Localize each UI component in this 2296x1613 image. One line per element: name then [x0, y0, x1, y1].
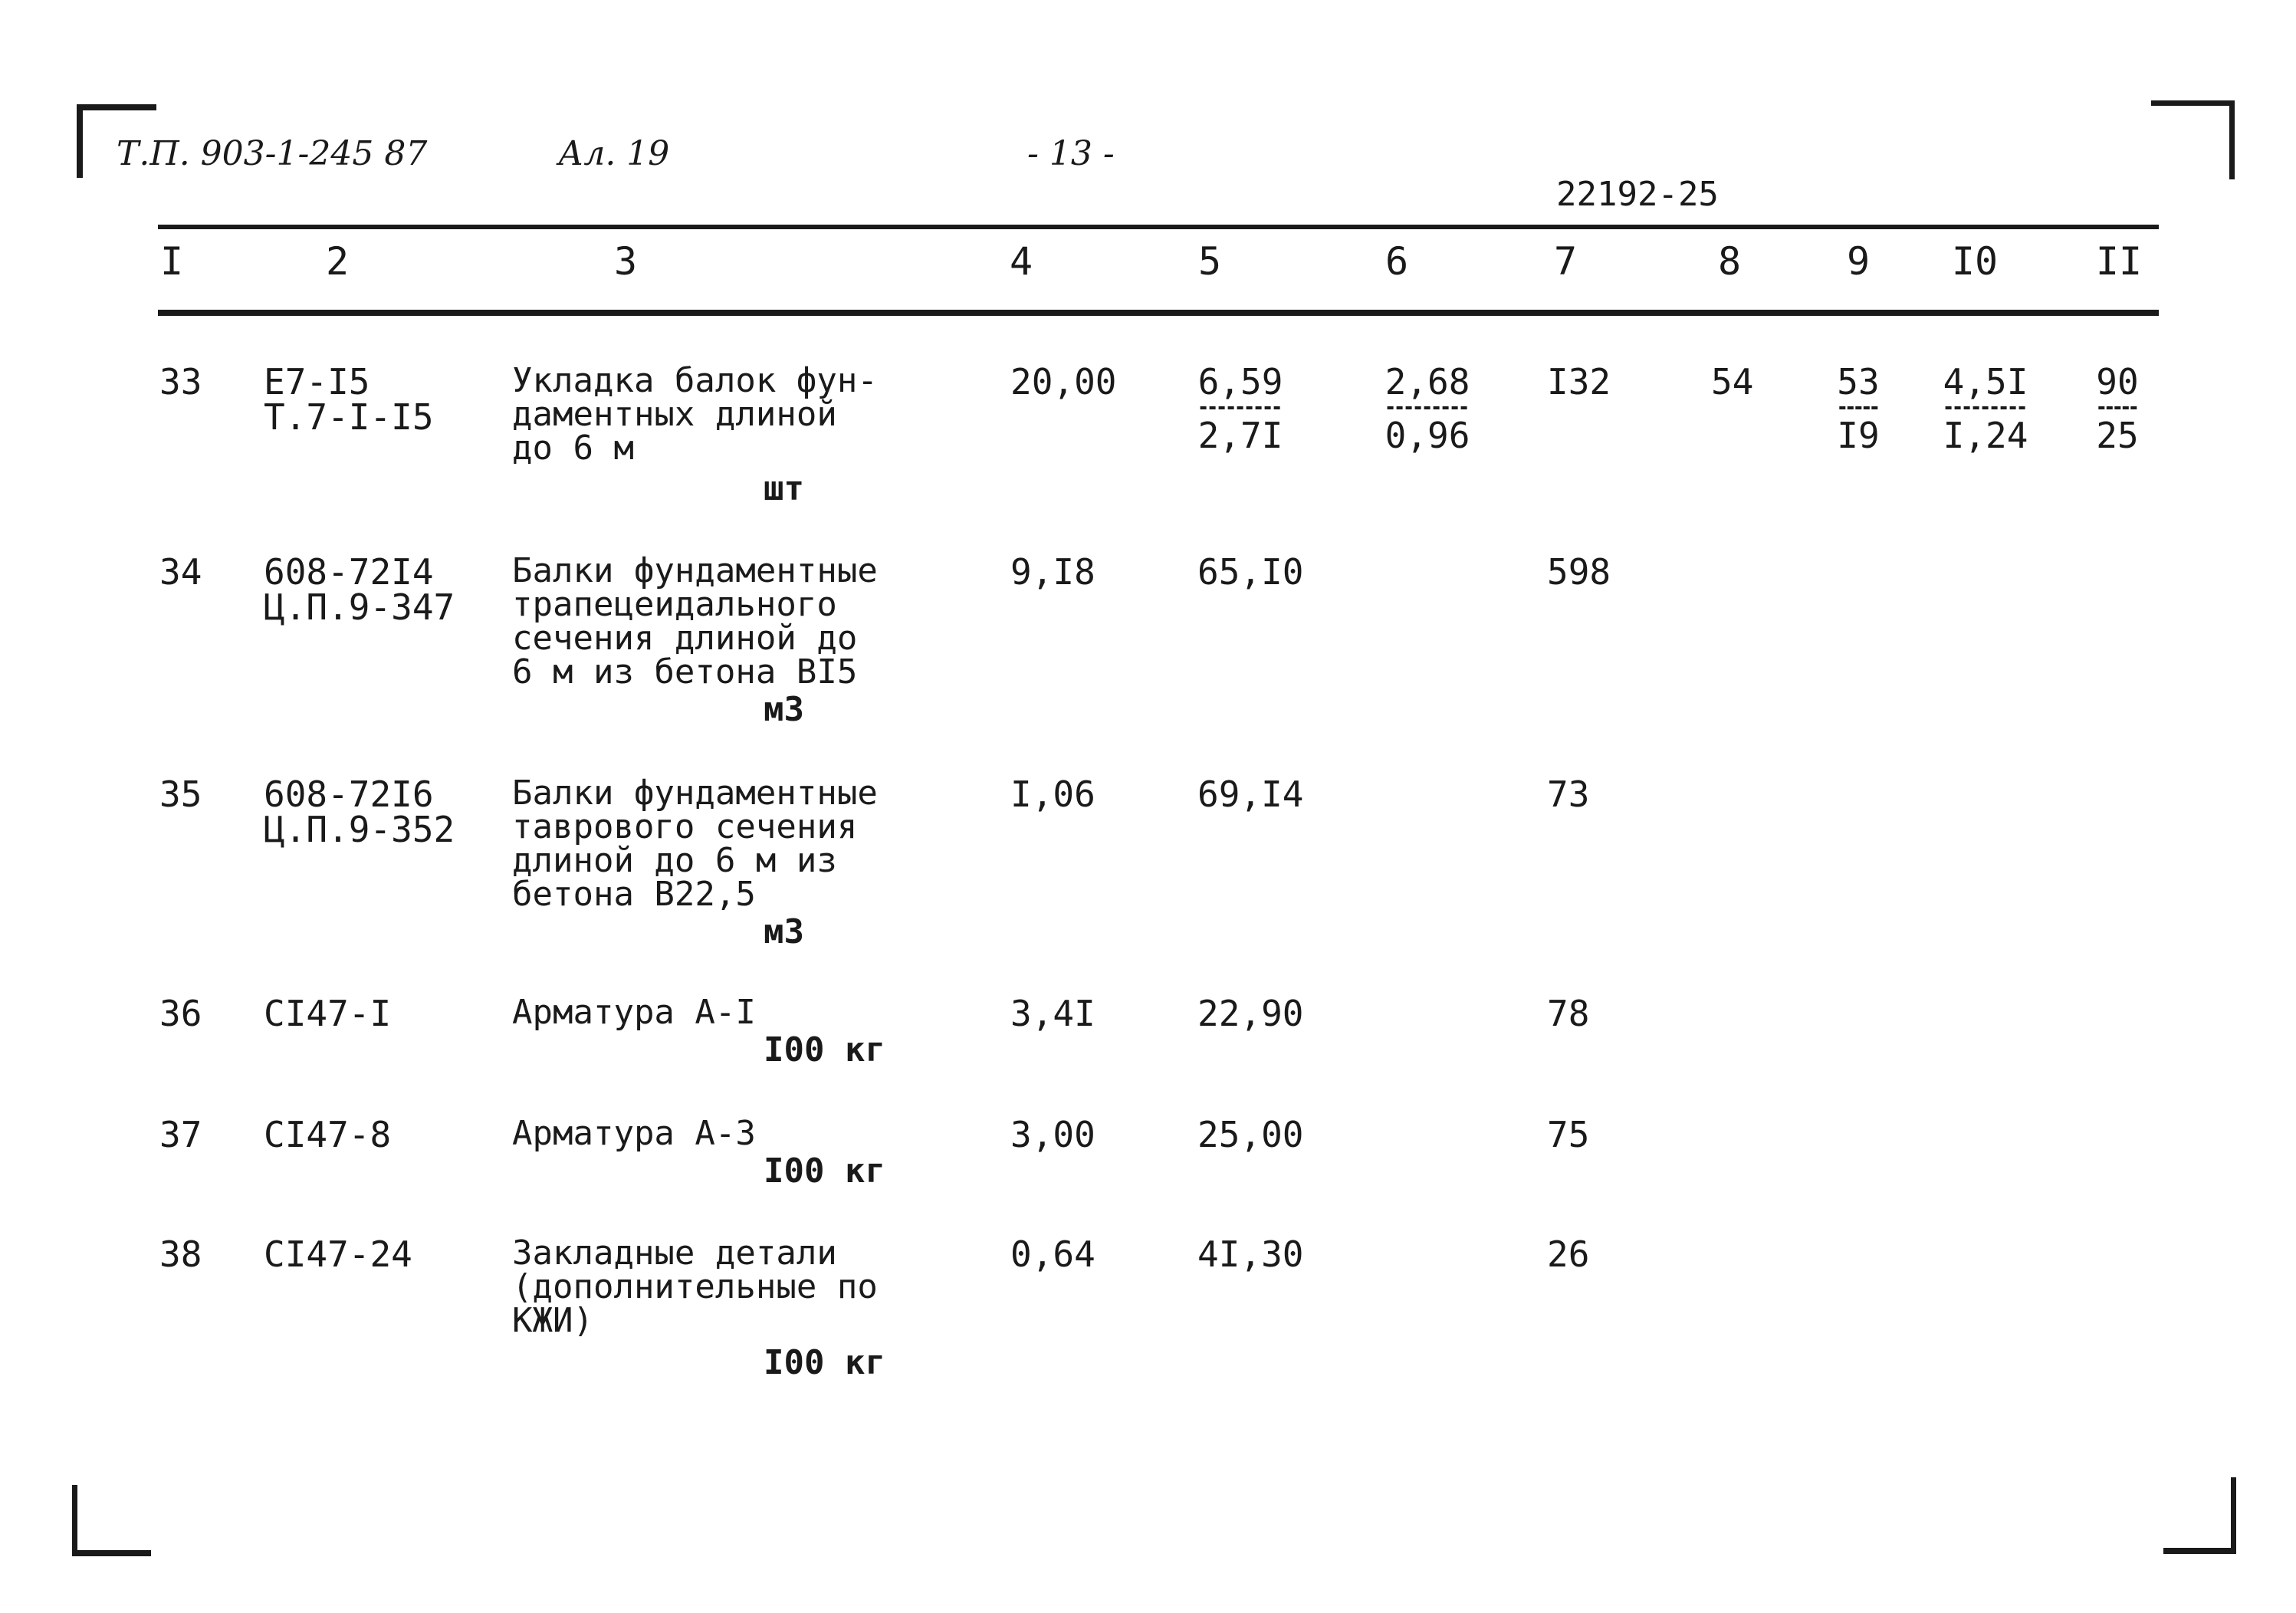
fraction-divider — [1388, 406, 1467, 409]
frame-corner-bottom-left — [72, 1485, 151, 1556]
row-33-col6-bottom: 0,96 — [1384, 415, 1470, 456]
row-35-desc-2: таврового сечения — [512, 807, 858, 846]
row-34-code-2: Ц.П.9-347 — [264, 586, 455, 628]
column-header-9: 9 — [1846, 239, 1871, 284]
column-header-8: 8 — [1717, 239, 1742, 284]
row-34-col4: 9,I8 — [1010, 551, 1095, 593]
row-33-number: 33 — [159, 361, 202, 402]
fraction-divider — [1839, 406, 1877, 409]
row-33-col6-top: 2,68 — [1384, 361, 1470, 402]
row-33-col10-bottom: I,24 — [1943, 415, 2028, 456]
row-34-col5: 65,I0 — [1197, 551, 1304, 593]
row-33-col5-top: 6,59 — [1197, 361, 1283, 402]
row-33-unit: шт — [764, 469, 804, 508]
row-36-code-1: CI47-I — [264, 993, 392, 1034]
row-38-desc-3: КЖИ) — [512, 1301, 593, 1340]
row-33-col4: 20,00 — [1010, 361, 1117, 402]
document-code: 22192-25 — [1556, 175, 1719, 214]
row-33-col5-fraction — [1198, 363, 1283, 454]
row-33-desc-1: Укладка балок фун- — [512, 361, 878, 400]
column-header-1: I — [159, 239, 184, 284]
column-header-3: 3 — [613, 239, 638, 284]
row-33-code-2: Т.7-I-I5 — [264, 396, 434, 438]
row-37-code-1: CI47-8 — [264, 1114, 392, 1155]
row-33-col9-bottom: I9 — [1837, 415, 1880, 456]
frame-corner-top-right — [2151, 100, 2235, 179]
fraction-divider — [1946, 406, 2025, 409]
row-36-unit: I00 кг — [764, 1030, 885, 1069]
column-header-7: 7 — [1553, 239, 1578, 284]
fraction-divider — [2098, 406, 2137, 409]
row-38-unit: I00 кг — [764, 1343, 885, 1382]
row-33-col11-fraction — [2096, 363, 2138, 454]
column-header-2: 2 — [325, 239, 350, 284]
column-header-4: 4 — [1009, 239, 1033, 284]
row-37-desc-1: Арматура А-3 — [512, 1114, 756, 1153]
row-37-col7: 75 — [1547, 1114, 1590, 1155]
row-35-desc-4: бетона В22,5 — [512, 875, 756, 914]
row-34-desc-2: трапецеидального — [512, 585, 837, 624]
row-38-col7: 26 — [1547, 1234, 1590, 1275]
row-35-code-1: 608-72I6 — [264, 774, 434, 815]
row-35-desc-3: длиной до 6 м из — [512, 841, 837, 880]
row-33-col8: 54 — [1711, 361, 1754, 402]
page-number: - 13 - — [1027, 134, 1115, 173]
row-35-col4: I,06 — [1010, 774, 1095, 815]
row-33-col10-top: 4,5I — [1943, 361, 2028, 402]
document-reference: Т.П. 903-1-245 87 — [117, 134, 428, 173]
column-header-6: 6 — [1384, 239, 1409, 284]
row-36-col5: 22,90 — [1197, 993, 1304, 1034]
row-33-col9-top: 53 — [1837, 361, 1880, 402]
row-34-number: 34 — [159, 551, 202, 593]
row-34-col7: 598 — [1547, 551, 1611, 593]
row-33-col9-fraction — [1837, 363, 1879, 454]
row-35-col5: 69,I4 — [1197, 774, 1304, 815]
row-35-col7: 73 — [1547, 774, 1590, 815]
row-36-number: 36 — [159, 993, 202, 1034]
row-34-desc-3: сечения длиной до — [512, 619, 858, 658]
row-38-desc-2: (дополнительные по — [512, 1267, 878, 1306]
row-38-col4: 0,64 — [1010, 1234, 1095, 1275]
row-38-number: 38 — [159, 1234, 202, 1275]
fraction-divider — [1201, 406, 1280, 409]
row-35-number: 35 — [159, 774, 202, 815]
row-38-desc-1: Закладные детали — [512, 1234, 837, 1273]
table-top-rule — [158, 225, 2159, 229]
row-37-number: 37 — [159, 1114, 202, 1155]
sheet-number: Ал. 19 — [558, 134, 670, 173]
row-37-col4: 3,00 — [1010, 1114, 1095, 1155]
row-35-unit: м3 — [764, 912, 804, 951]
row-34-unit: м3 — [764, 690, 804, 729]
row-38-col5: 4I,30 — [1197, 1234, 1304, 1275]
row-37-unit: I00 кг — [764, 1151, 885, 1191]
row-33-col11-top: 90 — [2096, 361, 2139, 402]
row-33-col11-bottom: 25 — [2096, 415, 2139, 456]
row-33-col6-fraction — [1385, 363, 1470, 454]
row-33-desc-2: даментных длиной — [512, 395, 837, 434]
row-35-code-2: Ц.П.9-352 — [264, 809, 455, 850]
table-header-rule — [158, 310, 2159, 316]
column-header-11: II — [2095, 239, 2143, 284]
row-33-desc-3: до 6 м — [512, 429, 634, 468]
row-38-code-1: CI47-24 — [264, 1234, 412, 1275]
row-36-col7: 78 — [1547, 993, 1590, 1034]
row-36-col4: 3,4I — [1010, 993, 1095, 1034]
row-33-col5-bottom: 2,7I — [1197, 415, 1283, 456]
frame-corner-bottom-right — [2163, 1477, 2236, 1554]
column-header-5: 5 — [1197, 239, 1222, 284]
row-34-code-1: 608-72I4 — [264, 551, 434, 593]
row-34-desc-1: Балки фундаментные — [512, 551, 878, 590]
row-34-desc-4: 6 м из бетона BI5 — [512, 652, 858, 692]
row-33-col7: I32 — [1547, 361, 1611, 402]
row-37-col5: 25,00 — [1197, 1114, 1304, 1155]
row-36-desc-1: Арматура А-I — [512, 993, 756, 1032]
column-header-10: I0 — [1951, 239, 1999, 284]
row-33-col10-fraction — [1943, 363, 2028, 454]
row-33-code-1: Е7-I5 — [264, 361, 370, 402]
row-35-desc-1: Балки фундаментные — [512, 774, 878, 813]
